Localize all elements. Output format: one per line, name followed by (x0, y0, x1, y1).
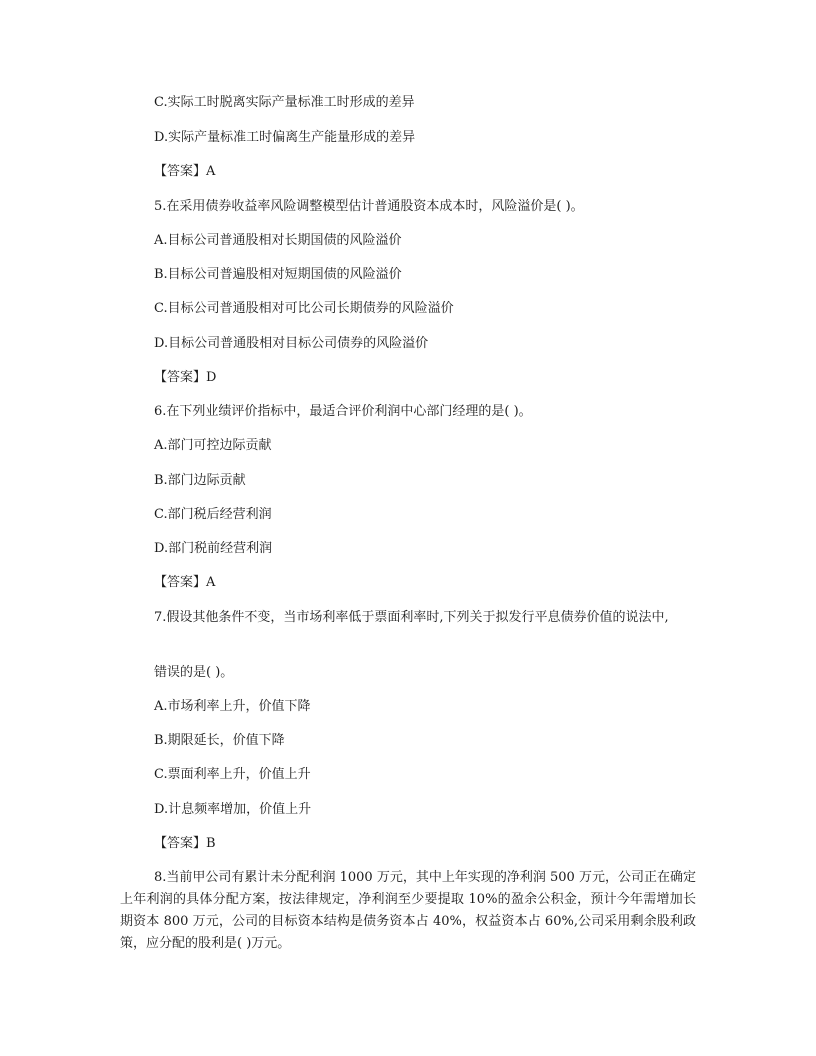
q7-stem-part1: 7.假设其他条件不变，当市场利率低于票面利率时,下列关于拟发行平息债券价值的说法中, (154, 610, 669, 625)
q5-option-c: C.目标公司普通股相对可比公司长期债券的风险溢价 (154, 301, 454, 316)
q7-stem-part2: 错误的是( )。 (154, 665, 234, 680)
q6-stem: 6.在下列业绩评价指标中，最适合评价利润中心部门经理的是( )。 (154, 404, 532, 419)
q7-option-c: C.票面利率上升，价值上升 (154, 767, 311, 782)
q5-option-d: D.目标公司普通股相对目标公司债券的风险溢价 (154, 336, 429, 351)
q6-option-b: B.部门边际贡献 (154, 473, 246, 488)
q6-answer: 【答案】A (154, 575, 216, 590)
q5-option-a: A.目标公司普通股相对长期国债的风险溢价 (154, 233, 402, 248)
q5-answer: 【答案】D (154, 370, 217, 385)
q5-stem: 5.在采用债券收益率风险调整模型估计普通股资本成本时，风险溢价是( )。 (154, 199, 584, 214)
q6-option-c: C.部门税后经营利润 (154, 507, 272, 522)
q8-stem: 8.当前甲公司有累计未分配利润 1000 万元，其中上年实现的净利润 500 万元，公司正在确定上年利润的具体分配方案，按法律规定，净利润至少要提取 10%的盈余公积金，预计今年需增加长期资本 800 万元，公司的目标资本结构是债务资本占 40%，权益资本占 60%,公司采用剩余股利政策，应分配的股利是( )万元。 (120, 870, 696, 951)
q7-option-a: A.市场利率上升，价值下降 (154, 699, 311, 714)
q4-answer: 【答案】A (154, 164, 216, 179)
q7-answer: 【答案】B (154, 836, 216, 851)
q7-option-b: B.期限延长，价值下降 (154, 733, 285, 748)
q6-option-d: D.部门税前经营利润 (154, 541, 273, 556)
q4-option-c: C.实际工时脱离实际产量标准工时形成的差异 (154, 95, 415, 110)
q6-option-a: A.部门可控边际贡献 (154, 438, 272, 453)
q5-option-b: B.目标公司普遍股相对短期国债的风险溢价 (154, 267, 402, 282)
q4-option-d: D.实际产量标准工时偏离生产能量形成的差异 (154, 130, 416, 145)
q7-option-d: D.计息频率增加，价值上升 (154, 802, 312, 817)
